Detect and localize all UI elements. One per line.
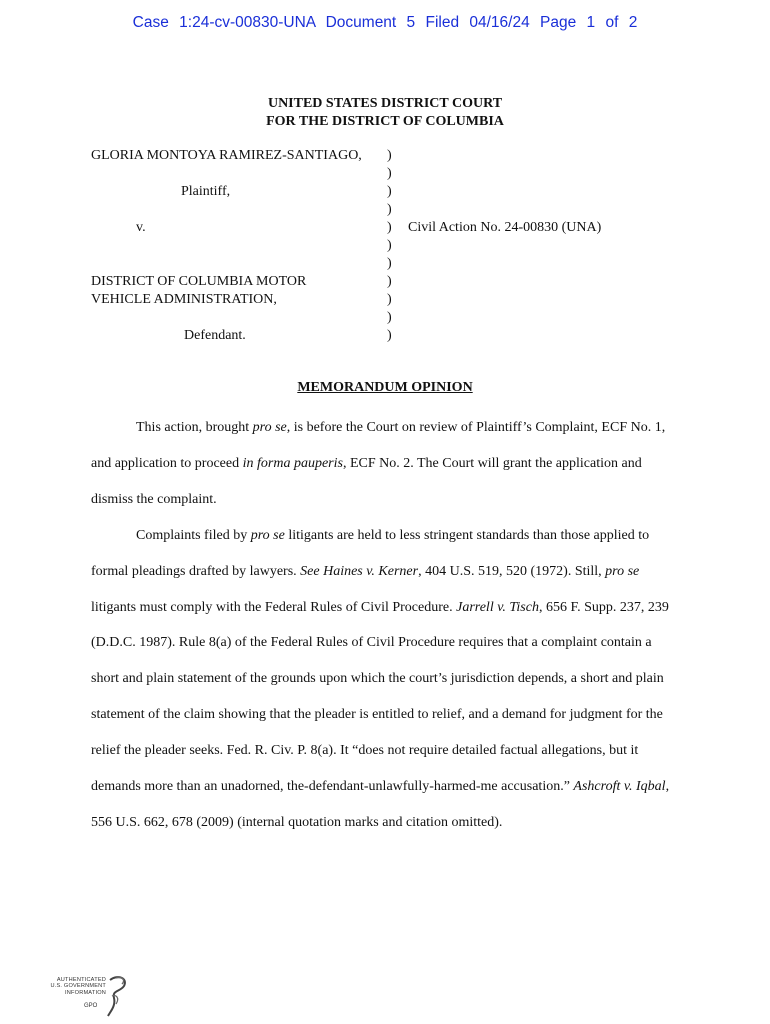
court-district: FOR THE DISTRICT OF COLUMBIA bbox=[266, 114, 504, 129]
document-title: MEMORANDUM OPINION bbox=[297, 380, 473, 395]
eagle-icon bbox=[106, 974, 130, 1018]
text-run: litigants are held to less stringent standards than those applied to formal pleadings drafted by lawyers. bbox=[91, 527, 650, 579]
paren: ) bbox=[387, 256, 392, 271]
text-run: , 556 U.S. 662, 678 (2009) (internal quotation marks and citation omitted). bbox=[91, 779, 670, 830]
seal-line: U.S. GOVERNMENT bbox=[50, 983, 106, 990]
versus: v. bbox=[136, 220, 146, 235]
plaintiff-name: GLORIA MONTOYA RAMIREZ-SANTIAGO, bbox=[91, 148, 362, 163]
italic-run: in forma pauperis bbox=[242, 455, 343, 471]
filed-date: Filed 04/16/24 bbox=[425, 14, 530, 31]
defendant-name-line1: DISTRICT OF COLUMBIA MOTOR bbox=[91, 274, 307, 289]
citation-run: Ashcroft v. Iqbal bbox=[573, 779, 666, 795]
paragraph-2 bbox=[91, 518, 673, 841]
text-run: , 404 U.S. 519, 520 (1972). Still, bbox=[418, 563, 606, 579]
paren: ) bbox=[387, 292, 392, 307]
paren: ) bbox=[387, 274, 392, 289]
italic-run: pro se bbox=[605, 563, 640, 579]
plaintiff-role: Plaintiff, bbox=[181, 184, 231, 199]
page-number: Page 1 of 2 bbox=[540, 14, 638, 31]
seal-text bbox=[44, 977, 106, 996]
text-run: , 656 F. Supp. 237, 239 (D.D.C. 1987). Rule 8(a) of the Federal Rules of Civil Procedure requires that a complaint contain a short and plain statement of the grounds upon which the court’s jurisdiction depends, a short and plain statement of the claim showing that the pleader is entitled to relief, and a demand for judgment for the relief the pleader seeks. Fed. R. Civ. P. 8(a). It “does not require detailed factual allegations, but it demands more than an unadorned, the-defendant-unlawfully-harmed-me accusation.” bbox=[91, 599, 669, 795]
italic-run: pro se bbox=[252, 420, 287, 435]
opinion-body bbox=[91, 410, 673, 841]
paren: ) bbox=[387, 148, 392, 163]
case-caption bbox=[91, 147, 691, 347]
text-run: , ECF No. 2. The Court will grant the application and dismiss the complaint. bbox=[91, 455, 642, 507]
text-run: litigants must comply with the Federal Rules of Civil Procedure. bbox=[91, 599, 457, 615]
paren: ) bbox=[387, 238, 392, 253]
defendant-name-line2: VEHICLE ADMINISTRATION, bbox=[91, 292, 277, 307]
text-run: This action, brought bbox=[136, 420, 253, 435]
seal-line: AUTHENTICATED bbox=[56, 977, 106, 983]
italic-run: pro se bbox=[250, 527, 285, 543]
paren: ) bbox=[387, 310, 392, 325]
paren: ) bbox=[387, 166, 392, 181]
gpo-label: GPO bbox=[84, 1003, 98, 1009]
case-number: Case 1:24-cv-00830-UNA bbox=[132, 14, 316, 31]
civil-action-number: Civil Action No. 24-00830 (UNA) bbox=[408, 220, 602, 235]
citation-run: See Haines v. Kerner bbox=[300, 563, 419, 579]
ecf-header bbox=[0, 14, 770, 32]
gpo-authentication-seal bbox=[44, 974, 134, 1018]
court-heading bbox=[0, 95, 770, 131]
paren: ) bbox=[387, 220, 392, 235]
paren: ) bbox=[387, 202, 392, 217]
text-run: Complaints filed by bbox=[136, 527, 251, 543]
defendant-role: Defendant. bbox=[184, 328, 246, 343]
citation-run: Jarrell v. Tisch bbox=[456, 599, 539, 615]
court-name: UNITED STATES DISTRICT COURT bbox=[267, 96, 503, 111]
seal-line: INFORMATION bbox=[65, 989, 106, 996]
paragraph-1 bbox=[91, 410, 673, 518]
document-number: Document 5 bbox=[325, 14, 416, 31]
text-run: , is before the Court on review of Plaintiff’s Complaint, ECF No. 1, and application to proceed bbox=[91, 420, 666, 471]
paren: ) bbox=[387, 328, 392, 343]
paren: ) bbox=[387, 184, 392, 199]
caption-parentheses bbox=[387, 147, 392, 345]
